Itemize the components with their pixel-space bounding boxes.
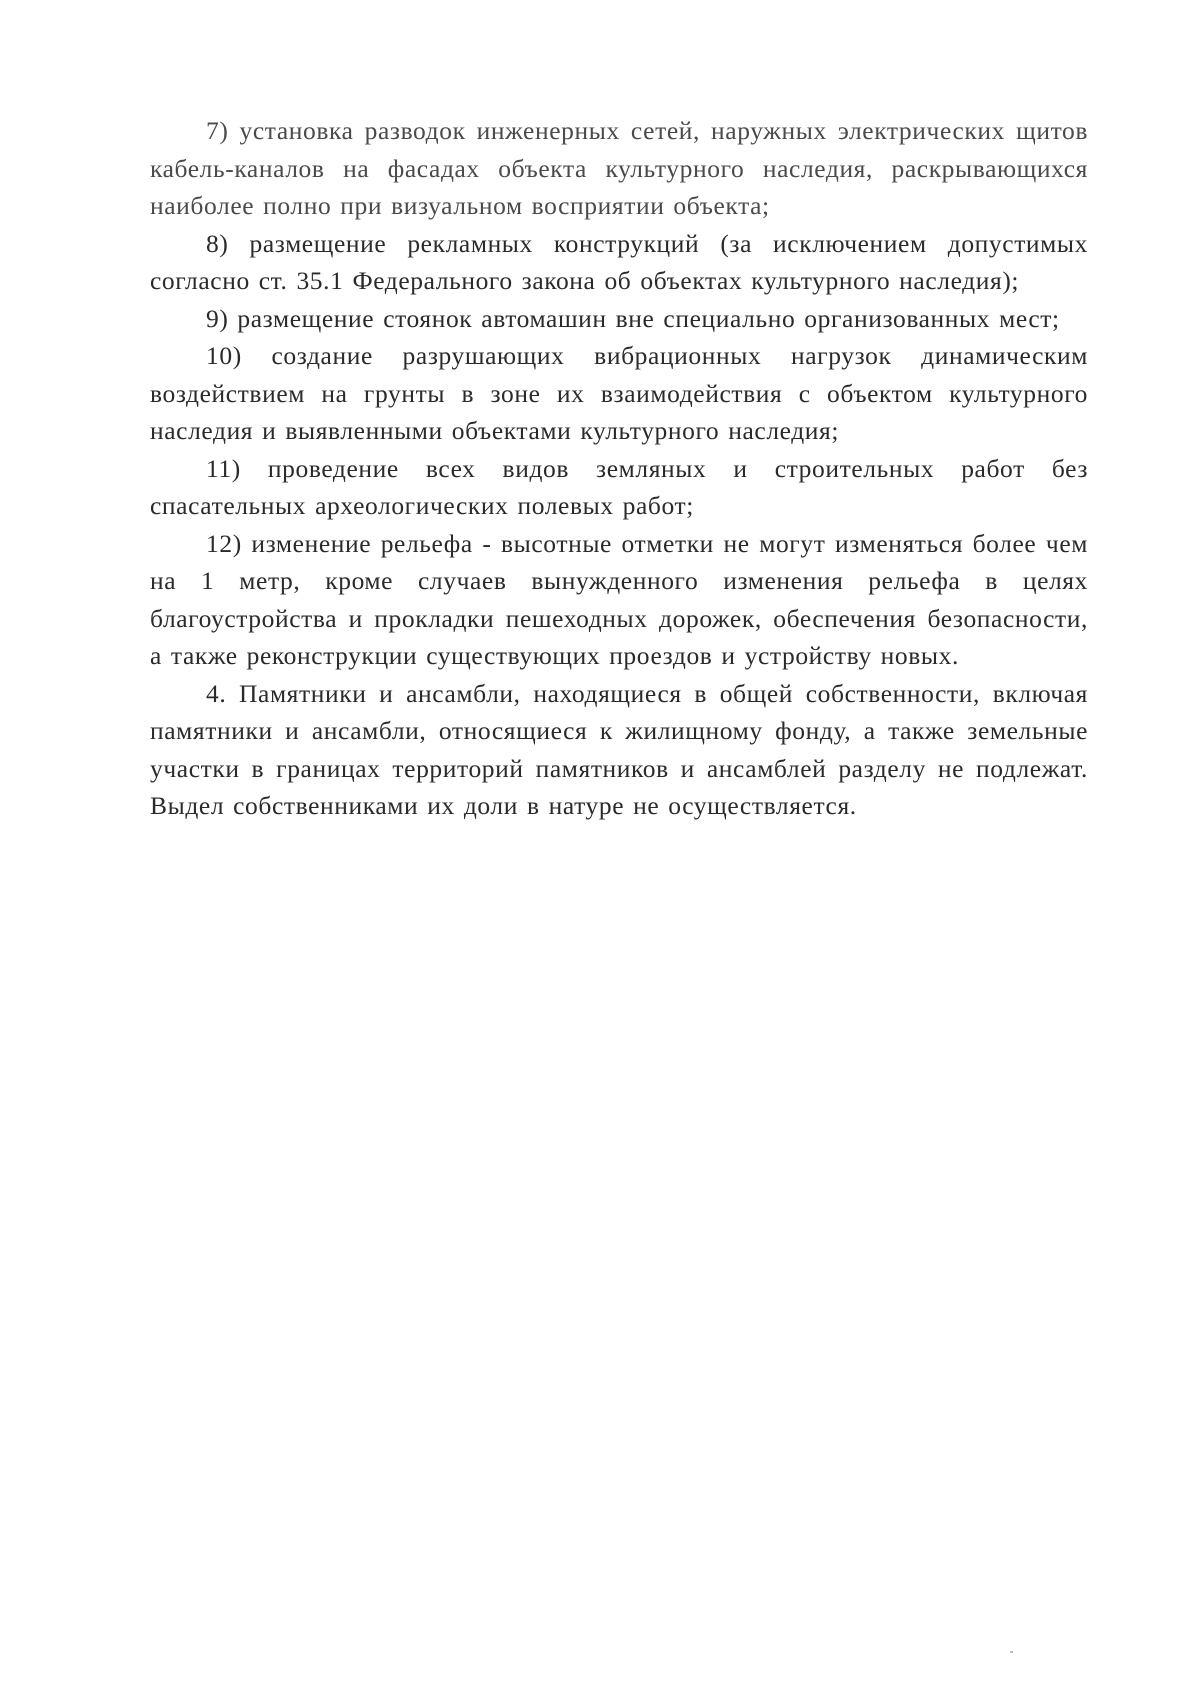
list-item-8: 8) размещение рекламных конструкций (за исключением допустимых согласно ст. 35.1 Федерального закона об объектах культурного наследия);	[150, 228, 1088, 295]
document-page	[150, 112, 1088, 825]
list-item-12: 12) изменение рельефа - высотные отметки не могут изменяться более чем на 1 метр, кроме случаев вынужденного изменения рельефа в целях благоустройства и прокладки пешеходных дорожек, обеспечения безопасности, а также реконструкции существующих проездов и устройству новых.	[150, 528, 1088, 670]
scan-speck	[1010, 1651, 1013, 1653]
list-item-9: 9) размещение стоянок автомашин вне специально организованных мест;	[206, 303, 1060, 333]
list-item-10: 10) создание разрушающих вибрационных нагрузок динамическим воздействием на грунты в зоне их взаимодействия с объектом культурного наследия и выявленными объектами культурного наследия;	[150, 341, 1088, 445]
list-item-7: 7) установка разводок инженерных сетей, наружных электрических щитов кабель-каналов на фасадах объекта культурного наследия, раскрывающихся наиболее полно при визуальном восприятии объекта;	[150, 116, 1088, 220]
list-item-11: 11) проведение всех видов земляных и строительных работ без спасательных археологических полевых работ;	[150, 453, 1088, 520]
section-4-paragraph: 4. Памятники и ансамбли, находящиеся в общей собственности, включая памятники и ансамбли, относящиеся к жилищному фонду, а также земельные участки в границах территорий памятников и ансамблей разделу не подлежат. Выдел собственниками их доли в натуре не осуществляется.	[150, 678, 1088, 820]
